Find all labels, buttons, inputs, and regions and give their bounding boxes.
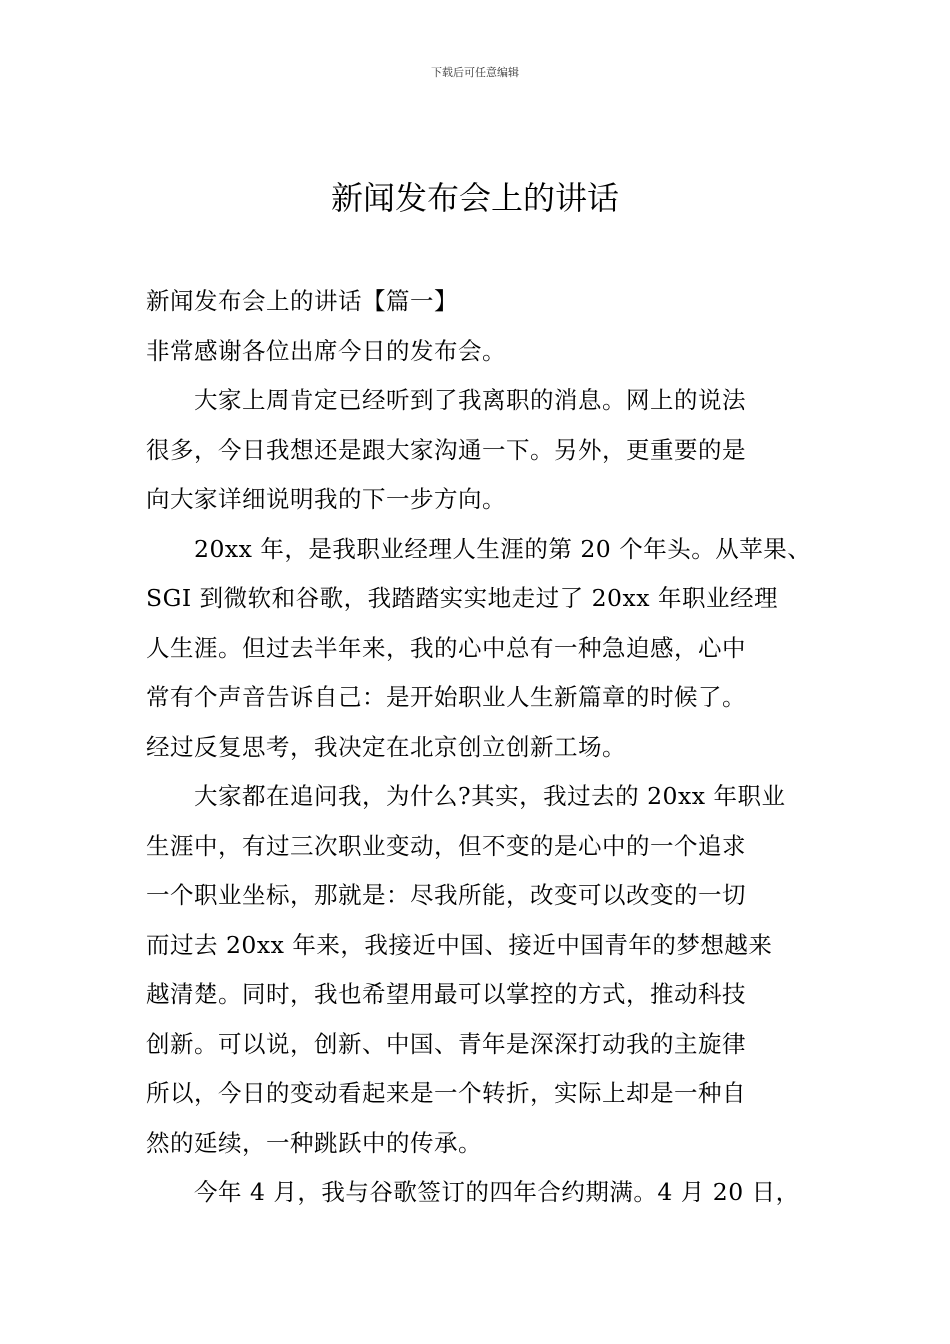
text-line: 20xx 年，是我职业经理人生涯的第 20 个年头。从苹果、: [146, 534, 812, 563]
text-line: 生涯中，有过三次职业变动，但不变的是心中的一个追求: [146, 831, 746, 860]
text-line: 而过去 20xx 年来，我接近中国、接近中国青年的梦想越来: [146, 930, 773, 959]
document-title: 新闻发布会上的讲话: [330, 179, 619, 217]
text-line: 经过反复思考，我决定在北京创立创新工场。: [146, 732, 626, 761]
document-body: [146, 277, 836, 1218]
text-line: 大家上周肯定已经听到了我离职的消息。网上的说法: [146, 386, 746, 414]
text-line: 非常感谢各位出席今日的发布会。: [146, 336, 506, 365]
text-line: SGI 到微软和谷歌，我踏踏实实地走过了 20xx 年职业经理: [146, 584, 778, 612]
text-line: 所以，今日的变动看起来是一个转折，实际上却是一种自: [146, 1079, 746, 1107]
text-line: 创新。可以说，创新、中国、青年是深深打动我的主旋律: [146, 1029, 746, 1058]
section-heading: 新闻发布会上的讲话【篇一】: [146, 287, 458, 315]
text-line: 常有个声音告诉自己：是开始职业人生新篇章的时候了。: [146, 683, 746, 711]
text-line: 越清楚。同时，我也希望用最可以掌控的方式，推动科技: [146, 980, 746, 1008]
text-line: 然的延续，一种跳跃中的传承。: [146, 1128, 482, 1157]
text-line: 今年 4 月，我与谷歌签订的四年合约期满。4 月 20 日，: [146, 1178, 800, 1206]
text-line: 很多，今日我想还是跟大家沟通一下。另外，更重要的是: [146, 435, 746, 464]
text-line: 一个职业坐标，那就是：尽我所能，改变可以改变的一切: [146, 881, 746, 909]
text-line: 向大家详细说明我的下一步方向。: [146, 485, 506, 513]
text-line: 人生涯。但过去半年来，我的心中总有一种急迫感，心中: [146, 633, 746, 662]
text-line: 大家都在追问我，为什么?其实，我过去的 20xx 年职业: [146, 782, 786, 810]
page-header-note: 下载后可任意编辑: [431, 66, 519, 79]
